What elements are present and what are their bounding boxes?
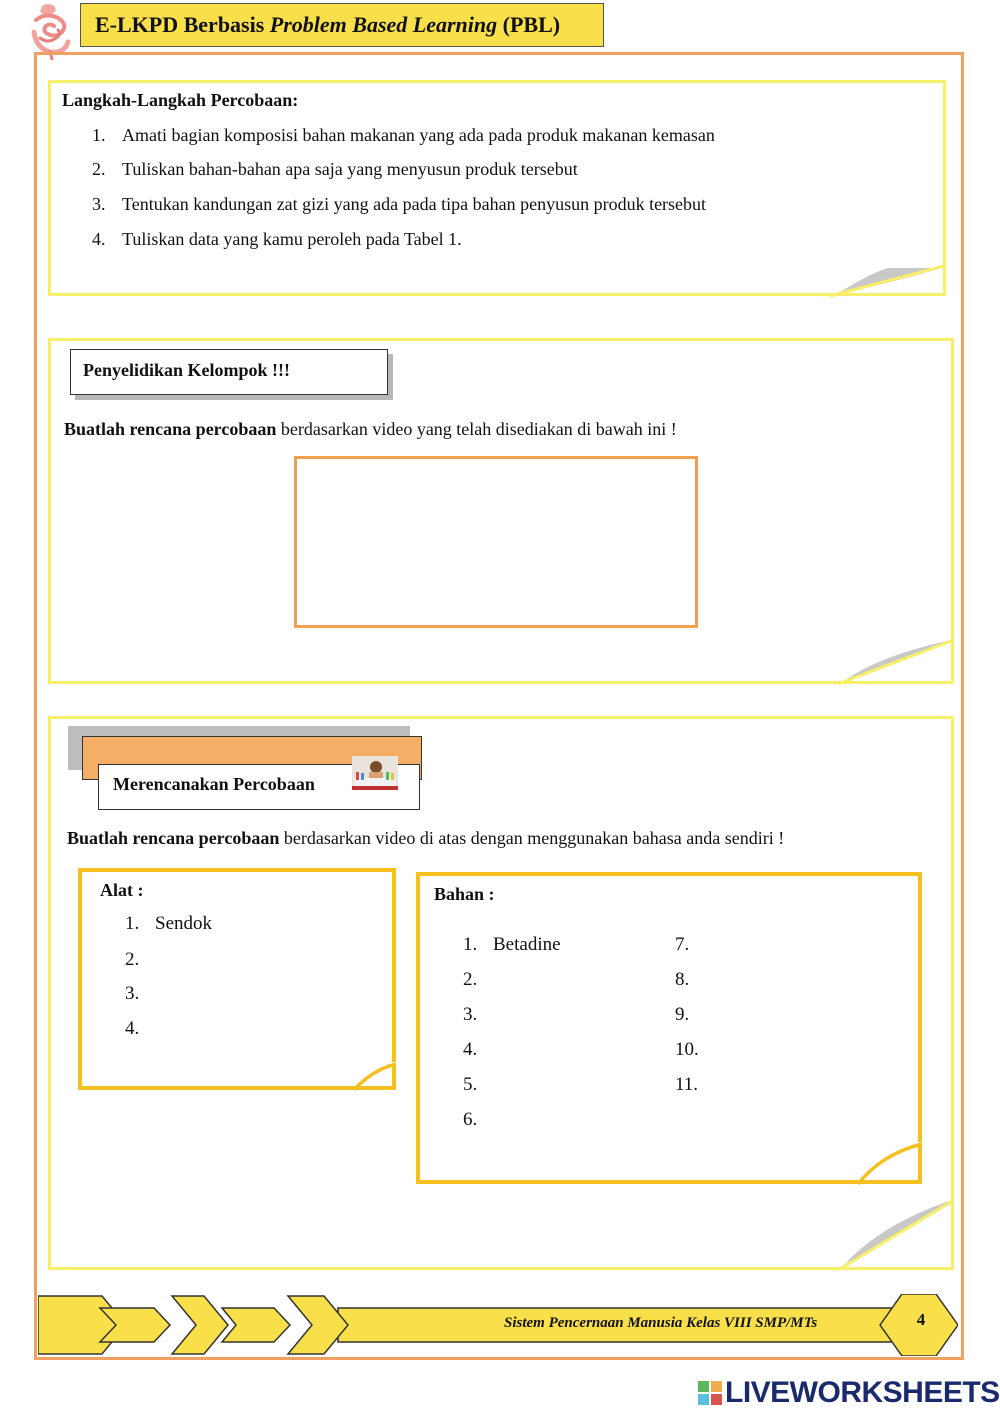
step-item: 2. Tuliskan bahan-bahan apa saja yang menyusun produk tersebut: [92, 159, 578, 179]
planning-label: Merencanakan Percobaan: [98, 764, 420, 810]
liveworksheets-icon: [698, 1381, 722, 1405]
document-title: E-LKPD Berbasis Problem Based Learning (PBL): [80, 3, 604, 47]
bahan-title: Bahan :: [434, 884, 495, 904]
alat-title: Alat :: [100, 880, 144, 900]
alat-box: [78, 868, 396, 1090]
video-placeholder[interactable]: [294, 456, 698, 628]
steps-title: Langkah-Langkah Percobaan:: [62, 90, 299, 110]
bahan-item[interactable]: 1. Betadine: [463, 934, 561, 955]
bahan-item[interactable]: 7.: [675, 934, 690, 955]
page-number: 4: [916, 1310, 926, 1329]
bahan-item[interactable]: 5.: [463, 1074, 478, 1095]
alat-item[interactable]: 2.: [125, 949, 140, 970]
experiment-photo-icon: [352, 756, 398, 790]
liveworksheets-logo[interactable]: [698, 1376, 1000, 1410]
footer-bar: [38, 1294, 958, 1356]
bahan-box: [416, 872, 922, 1184]
bahan-item[interactable]: 9.: [675, 1004, 690, 1025]
bahan-item[interactable]: 3.: [463, 1004, 478, 1025]
alat-item[interactable]: 1. Sendok: [125, 913, 212, 934]
brand-name: LIVEWORKSHEETS: [725, 1376, 1000, 1409]
bahan-item[interactable]: 2.: [463, 969, 478, 990]
bahan-item[interactable]: 4.: [463, 1039, 478, 1060]
page-curl: [352, 1060, 398, 1092]
bahan-item[interactable]: 10.: [675, 1039, 699, 1060]
alat-item[interactable]: 4.: [125, 1018, 140, 1039]
page-curl: [836, 636, 956, 686]
alat-item[interactable]: 3.: [125, 983, 140, 1004]
step-item: 1. Amati bagian komposisi bahan makanan yang ada pada produk makanan kemasan: [92, 125, 715, 145]
bahan-item[interactable]: 8.: [675, 969, 690, 990]
step-item: 4. Tuliskan data yang kamu peroleh pada Tabel 1.: [92, 229, 462, 249]
page-curl: [856, 1140, 924, 1186]
planning-instruction: Buatlah rencana percobaan berdasarkan video di atas dengan menggunakan bahasa anda sendiri !: [67, 828, 785, 848]
investigation-instruction: Buatlah rencana percobaan berdasarkan video yang telah disediakan di bawah ini !: [64, 419, 677, 439]
bahan-item[interactable]: 11.: [675, 1074, 699, 1095]
bahan-item[interactable]: 6.: [463, 1109, 478, 1130]
step-item: 3. Tentukan kandungan zat gizi yang ada pada tipa bahan penyusun produk tersebut: [92, 194, 707, 214]
investigation-label: Penyelidikan Kelompok !!!: [70, 349, 388, 395]
steps-card: [48, 80, 946, 296]
footer-text: Sistem Pencernaan Manusia Kelas VIII SMP/MTs: [504, 1315, 818, 1331]
page-curl: [828, 264, 946, 298]
page-curl: [836, 1196, 956, 1272]
